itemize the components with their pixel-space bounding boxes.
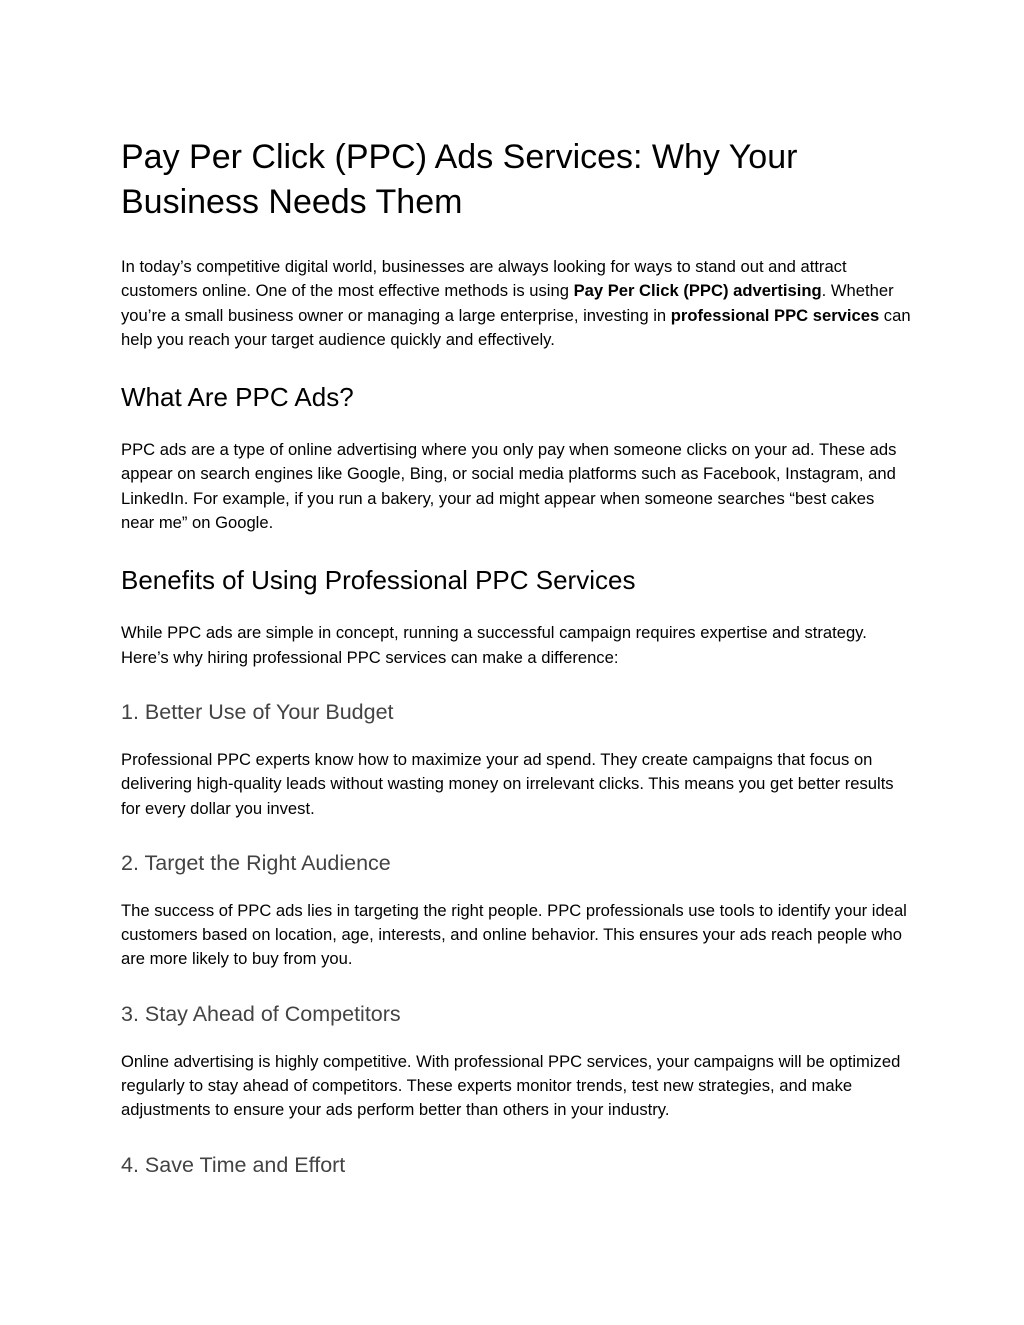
page-title: Pay Per Click (PPC) Ads Services: Why Your Business Needs Them — [121, 138, 798, 221]
intro-text-1: In today’s competitive digital world, businesses are always looking for ways to stand out and attract customers online. One of the most effective methods is using — [121, 257, 847, 301]
document-page — [121, 135, 911, 1201]
paragraph-stay-ahead-competitors: Online advertising is highly competitive. With professional PPC services, your campaigns will be optimized regularly to stay ahead of competitors. These experts monitor trends, test new strategies, and make adjustments to ensure your ads perform better than others in your industry. — [121, 1051, 901, 1120]
section-body-benefits: While PPC ads are simple in concept, running a successful campaign requires expertise and strategy. Here’s why hiring professional PPC services can make a difference: — [121, 623, 867, 667]
intro-text-2: . Whether you’re a small business owner or managing a large enterprise, investing in — [121, 281, 894, 325]
subheading-stay-ahead-competitors: 3. Stay Ahead of Competitors — [121, 1001, 401, 1026]
intro-paragraph — [121, 255, 911, 352]
paragraph-target-right-audience: The success of PPC ads lies in targeting the right people. PPC professionals use tools to identify your ideal customers based on location, age, interests, and online behavior. This ensures your ads reach people who are more likely to buy from you. — [121, 900, 907, 969]
section-body-what-are-ppc-ads: PPC ads are a type of online advertising where you only pay when someone clicks on your ad. These ads appear on search engines like Google, Bing, or social media platforms such as Facebook, Instagram, and LinkedIn. For example, if you run a bakery, your ad might appear when someone searches “best cakes near me” on Google. — [121, 440, 897, 533]
paragraph-better-use-of-budget: Professional PPC experts know how to maximize your ad spend. They create campaigns that focus on delivering high-quality leads without wasting money on irrelevant clicks. This means you get better results for every dollar you invest. — [121, 749, 894, 818]
intro-bold-professional-ppc: professional PPC services — [670, 305, 880, 325]
intro-bold-ppc-advertising: Pay Per Click (PPC) advertising — [573, 281, 822, 301]
subheading-target-right-audience: 2. Target the Right Audience — [121, 850, 391, 875]
subheading-better-use-of-budget: 1. Better Use of Your Budget — [121, 699, 394, 724]
subheading-save-time-effort: 4. Save Time and Effort — [121, 1152, 346, 1177]
section-heading-what-are-ppc-ads: What Are PPC Ads? — [121, 382, 354, 413]
intro-text-3: can help you reach your target audience quickly and effectively. — [121, 305, 911, 349]
section-heading-benefits: Benefits of Using Professional PPC Services — [121, 565, 636, 596]
